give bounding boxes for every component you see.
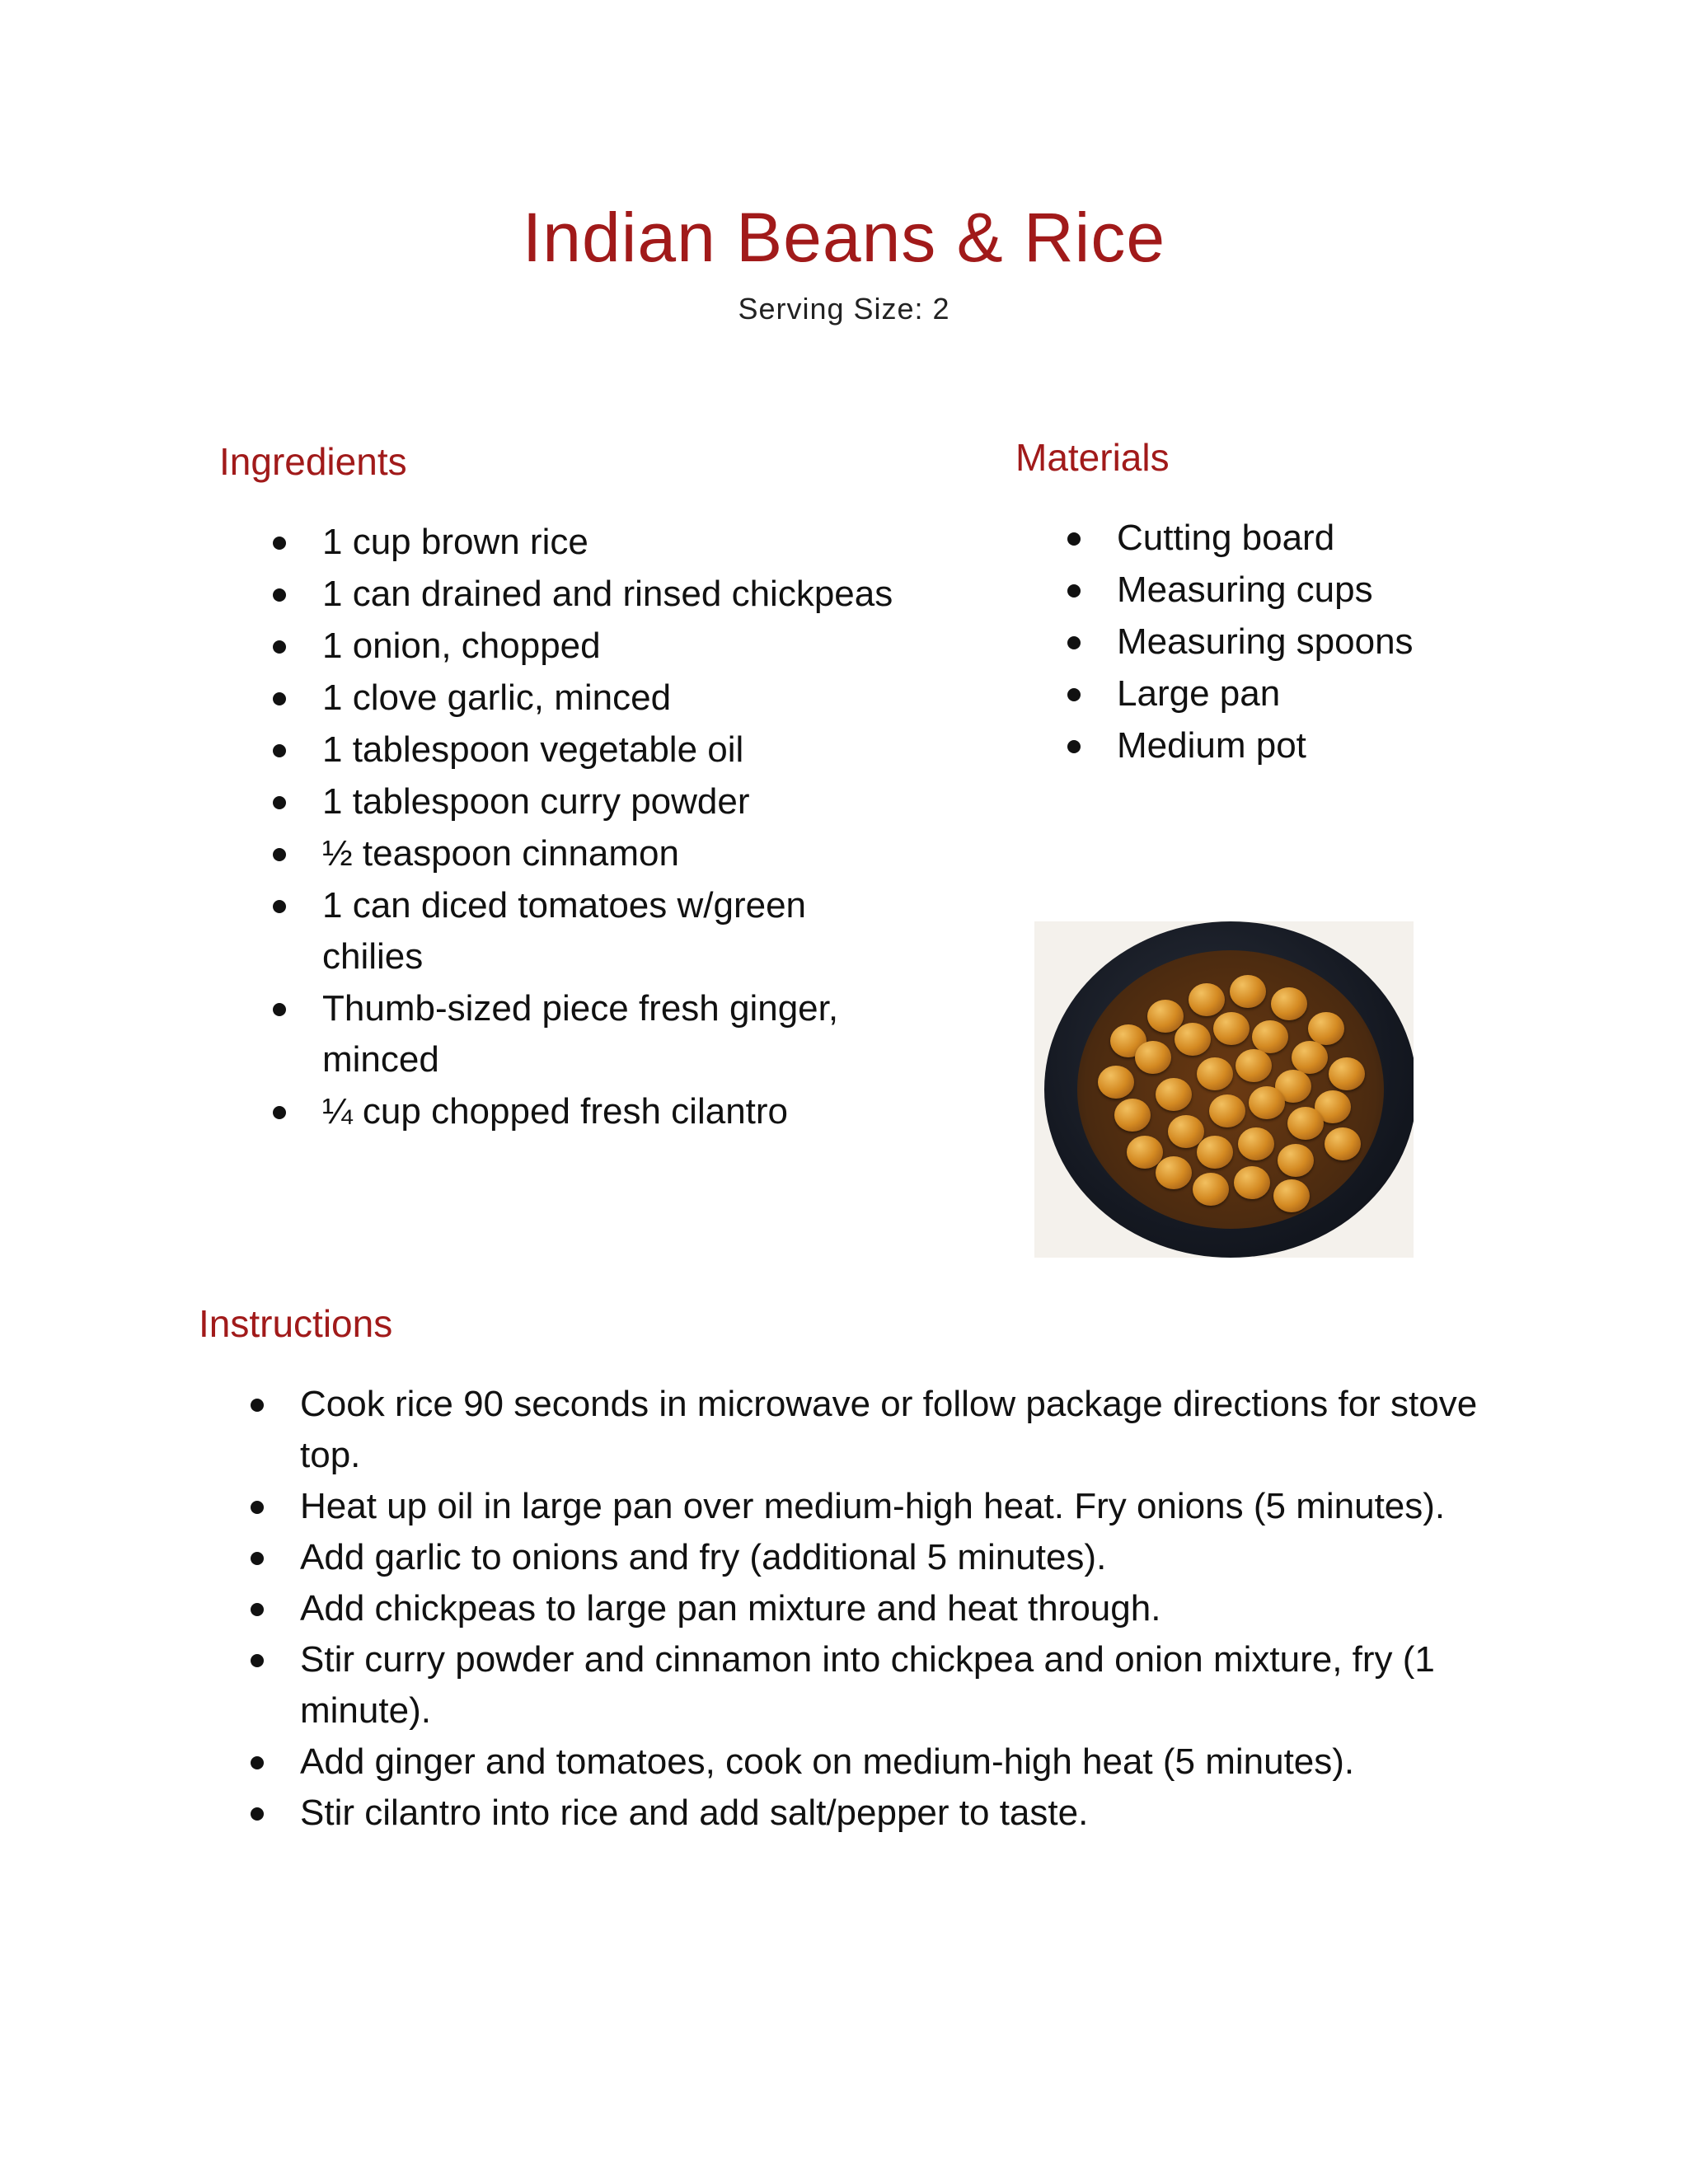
materials-list	[1067, 513, 1529, 772]
recipe-title: Indian Beans & Rice	[522, 199, 1166, 276]
roasted-chickpeas-bowl-photo	[1034, 921, 1414, 1258]
ingredients-list	[273, 517, 907, 1138]
list-item: 1 can diced tomatoes w/green chilies	[273, 880, 850, 982]
list-item: ½ teaspoon cinnamon	[273, 828, 907, 879]
list-item: Thumb-sized piece fresh ginger, minced	[273, 983, 883, 1085]
materials-heading: Materials	[1015, 436, 1170, 479]
list-item: Measuring spoons	[1067, 616, 1529, 668]
list-item: Add ginger and tomatoes, cook on medium-high heat (5 minutes).	[251, 1736, 1487, 1788]
list-item: Stir curry powder and cinnamon into chickpea and onion mixture, fry (1 minute).	[251, 1634, 1479, 1736]
list-item: Large pan	[1067, 668, 1529, 719]
list-item: Stir cilantro into rice and add salt/pepper to taste.	[251, 1788, 1487, 1839]
instructions-heading: Instructions	[199, 1302, 393, 1345]
list-item: 1 clove garlic, minced	[273, 673, 907, 724]
list-item: Measuring cups	[1067, 565, 1529, 616]
list-item: Cutting board	[1067, 513, 1529, 564]
ingredients-heading: Ingredients	[219, 440, 407, 483]
list-item: ¼ cup chopped fresh cilantro	[273, 1086, 907, 1137]
instructions-list	[251, 1379, 1487, 1839]
list-item: Cook rice 90 seconds in microwave or follow package directions for stove top.	[251, 1379, 1479, 1481]
list-item: 1 cup brown rice	[273, 517, 907, 568]
list-item: 1 tablespoon curry powder	[273, 776, 907, 827]
list-item: Medium pot	[1067, 720, 1529, 771]
list-item: 1 tablespoon vegetable oil	[273, 724, 907, 776]
list-item: Heat up oil in large pan over medium-high heat. Fry onions (5 minutes).	[251, 1481, 1487, 1532]
list-item: Add garlic to onions and fry (additional 5 minutes).	[251, 1532, 1487, 1583]
list-item: Add chickpeas to large pan mixture and heat through.	[251, 1583, 1487, 1634]
list-item: 1 onion, chopped	[273, 621, 907, 672]
bowl	[1044, 921, 1414, 1258]
chickpeas	[1077, 950, 1384, 1229]
serving-size: Serving Size: 2	[738, 292, 950, 326]
list-item: 1 can drained and rinsed chickpeas	[273, 569, 907, 620]
